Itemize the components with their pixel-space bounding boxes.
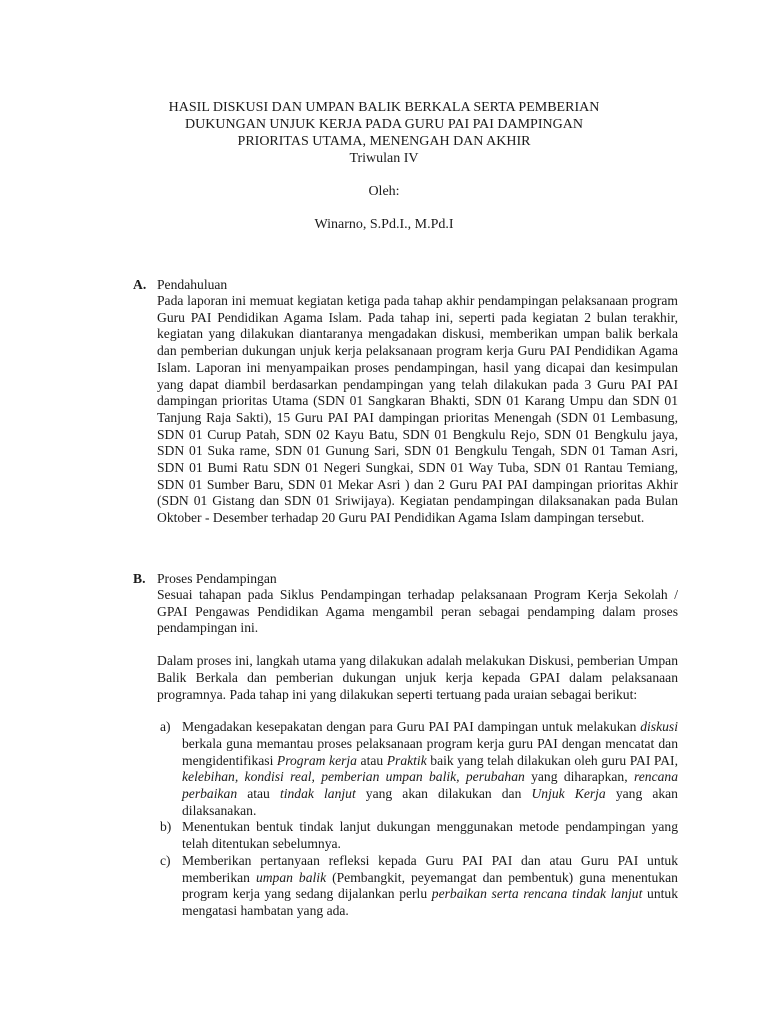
item-a-text-8: yang akan dilaksanakan. [182, 786, 678, 818]
item-a-text-4: baik yang telah dilakukan oleh guru PAI PAI, [426, 752, 678, 768]
section-a-letter: A. [133, 277, 147, 292]
item-a-emphasis-unjuk-kerja: Unjuk Kerja [531, 786, 606, 802]
item-c-emphasis-umpan-balik: umpan balik [255, 869, 327, 885]
item-a-emphasis-kelebihan: kelebihan, kondisi real, pemberian umpan balik, perubahan [182, 769, 525, 785]
list-item-c [157, 853, 678, 920]
period-label: Triwulan IV [349, 151, 419, 166]
item-c-text-1: Memberikan pertanyaan refleksi kepada Guru PAI PAI dan atau Guru PAI untuk memberikan [182, 852, 678, 885]
list-marker-a: a) [160, 719, 171, 735]
section-b-heading [133, 570, 678, 587]
section-b-list [157, 719, 678, 919]
item-a-text-6: atau [237, 786, 280, 802]
by-label: Oleh: [368, 184, 400, 199]
section-b-paragraph-2: Dalam proses ini, langkah utama yang dilakukan adalah melakukan Diskusi, pemberian Umpan Balik Berkala dan pemberian dukungan unjuk kerja kepada GPAI dalam pelaksanaan programnya. Pada tahap ini yang dilakukan seperti tertuang pada uraian sebagai berikut: [157, 653, 678, 702]
title-line-2: DUKUNGAN UNJUK KERJA PADA GURU PAI PAI DAMPINGAN [185, 117, 583, 132]
section-a-heading [133, 276, 678, 293]
section-a [133, 276, 678, 527]
item-a-emphasis-diskusi: diskusi [640, 719, 678, 735]
item-a-text-7: yang akan dilakukan dan [355, 786, 532, 802]
item-a-emphasis-tindak-lanjut: tindak lanjut [279, 786, 356, 802]
section-b-title: Proses Pendampingan [157, 571, 277, 586]
item-a-emphasis-program-kerja: Program kerja [276, 752, 357, 768]
item-a-emphasis-rencana-perbaikan: rencana perbaikan [182, 769, 678, 802]
section-b [133, 570, 678, 920]
item-c-text-3: untuk mengatasi hambatan yang ada. [182, 886, 678, 918]
item-b-text: Menentukan bentuk tindak lanjut dukungan menggunakan metode pendampingan yang telah ditentukan sebelumnya. [182, 819, 678, 852]
section-b-letter: B. [133, 571, 146, 586]
title-line-1: HASIL DISKUSI DAN UMPAN BALIK BERKALA SERTA PEMBERIAN [168, 100, 600, 115]
list-item-b [157, 819, 678, 852]
author-name: Winarno, S.Pd.I., M.Pd.I [314, 217, 454, 232]
item-c-emphasis-perbaikan: perbaikan serta rencana tindak lanjut [431, 886, 643, 902]
section-a-title: Pendahuluan [157, 277, 228, 292]
section-a-paragraph: Pada laporan ini memuat kegiatan ketiga pada tahap akhir pendampingan pelaksanaan program Guru PAI Pendidikan Agama Islam. Pada tahap ini, seperti pada kegiatan 2 bulan terakhir, kegiatan yang dilakukan diantaranya mengadakan diskusi, memberikan umpan balik berkala dan pemberian dukungan unjuk kerja pelaksanaan program kerja Guru PAI Pendidikan Agama Islam. Laporan ini menyampaikan proses pendampingan, hasil yang dicapai dan kesimpulan yang dapat diambil berdasarkan pendampingan yang telah dilakukan pada 3 Guru PAI PAI dampingan prioritas Utama (SDN 01 Sangkaran Bhakti, SDN 01 Karang Umpu dan SDN 01 Tanjung Raja Sakti), 15 Guru PAI PAI dampingan prioritas Menengah (SDN 01 Lembasung, SDN 01 Curup Patah, SDN 02 Kayu Batu, SDN 01 Bengkulu Rejo, SDN 01 Bengkulu jaya, SDN 01 Suka rame, SDN 01 Gunung Sari, SDN 01 Bengkulu Tengah, SDN 01 Taman Asri, SDN 01 Bumi Ratu SDN 01 Negeri Sungkai, SDN 01 Way Tuba, SDN 01 Rantau Temiang, SDN 01 Sumber Baru, SDN 01 Mekar Asri ) dan 2 Guru PAI PAI dampingan prioritas Akhir (SDN 01 Gistang dan SDN 01 Sriwijaya). Kegiatan pendampingan dilaksanakan pada Bulan Oktober - Desember terhadap 20 Guru PAI Pendidikan Agama Islam dampingan tersebut. [157, 293, 678, 526]
item-c-text-2: (Pembangkit, peyemangat dan pembentuk) guna menentukan program kerja yang sedang dijalankan perlu [182, 869, 678, 902]
list-item-a [157, 719, 678, 819]
item-a-text-1: Mengadakan kesepakatan dengan para Guru PAI PAI dampingan untuk melakukan [182, 719, 641, 735]
item-a-text-3: atau [356, 752, 387, 768]
item-a-text-2: berkala guna memantau proses pelaksanaan program kerja guru PAI dengan mencatat dan mengidentifikasi [182, 735, 678, 768]
title-line-3: PRIORITAS UTAMA, MENENGAH DAN AKHIR [237, 134, 531, 149]
section-b-paragraph-1: Sesuai tahapan pada Siklus Pendampingan terhadap pelaksanaan Program Kerja Sekolah / GPAI Pengawas Pendidikan Agama mengambil peran sebagai pendamping dalam proses pendampingan ini. [157, 587, 678, 636]
item-a-emphasis-praktik: Praktik [386, 752, 427, 768]
document-header [0, 99, 768, 233]
item-a-text-5: yang diharapkan, [524, 769, 634, 785]
list-marker-b: b) [160, 819, 172, 835]
list-marker-c: c) [160, 852, 171, 868]
